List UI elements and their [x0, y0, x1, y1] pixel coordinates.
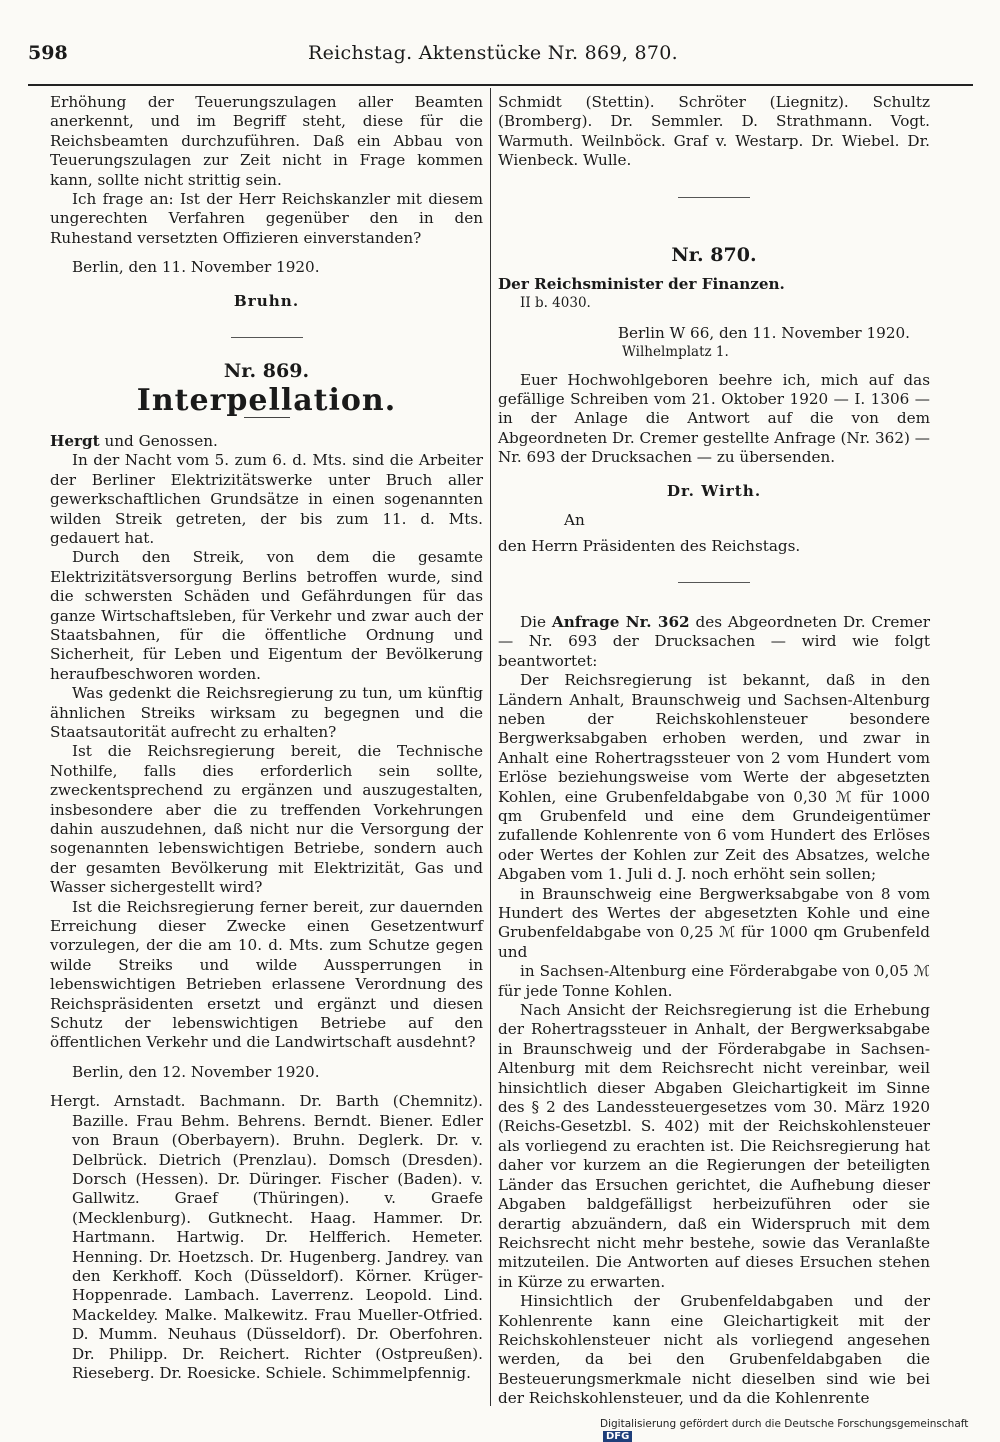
- address-to: An: [564, 511, 585, 530]
- place-date: Berlin W 66, den 11. November 1920.: [617, 323, 910, 342]
- ministry-heading: Der Reichsminister der Finanzen.: [498, 275, 785, 294]
- recipient: den Herrn Präsidenten des Reichstags.: [498, 536, 801, 555]
- signatories-list: [50, 1092, 483, 1383]
- inquiry-number: Anfrage Nr. 362: [551, 612, 690, 631]
- signature-title: Dr.: [666, 481, 702, 500]
- answer-paragraph: Nach Ansicht der Reichsregierung ist die Erhebung der Rohertragssteuer in Anhalt, der Bergwerksabgabe in Braunschweig und der Förderabgabe in Sachsen-Altenburg mit dem Reichsrecht nicht vereinbar, weil hinsichtlich dieser Abgaben Gleichartigkeit im Sinne des § 2 des Landessteuergesetzes vom 30. März 1920 (Reichs-Gesetzbl. S. 402) mit der Reichskohlensteuer als vorliegend zu erachten ist. Die Reichsregierung hat daher vor kurzem an die Regierungen der beteiligten Länder das Ersuchen gerichtet, die Aufhebung dieser Abgaben baldgefälligst herbeizuführen oder sie derartig abzuändern, daß ein Widerspruch mit dem Reichsrecht nicht mehr bestehe, sowie das Veranlaßte mitzuteilen. Die Antworten auf dieses Ersuchen stehen in Kürze zu erwarten.: [498, 1001, 930, 1291]
- dfg-logo: DFG: [603, 1431, 632, 1442]
- intro-paragraph: Erhöhung der Teuerungszulagen aller Beamten anerkennt, und im Begriff steht, diese für die Reichsbeamten durchzuführen. Daß ein Abbau von Teuerungszulagen zur Zeit nicht in Frage kommen kann, sollte nicht strittig sein.: [50, 93, 483, 189]
- author-name: Hergt: [50, 431, 100, 450]
- document-number: Nr. 870.: [671, 243, 757, 266]
- inquiry-pre: Die: [520, 612, 552, 631]
- answer-paragraph: in Braunschweig eine Bergwerksabgabe von 8 vom Hundert des Wertes der abgesetzten Kohle und eine Grubenfeldabgabe von 0,25 ℳ für 1000 qm Grubenfeld und: [498, 884, 930, 961]
- reference-number: II b. 4030.: [520, 295, 591, 312]
- authors-line: [50, 432, 483, 451]
- body-paragraph: Was gedenkt die Reichsregierung zu tun, um künftig ähnlichen Streiks wirksam zu begegnen und die Staatsautorität aufrecht zu erhalten?: [50, 684, 483, 741]
- question-paragraph: Ich frage an: Ist der Herr Reichskanzler mit diesem ungerechten Verfahren gegenüber den in den Ruhestand versetzten Offizieren einverstanden?: [50, 190, 483, 247]
- answer-paragraph: Hinsichtlich der Grubenfeldabgaben und der Kohlenrente kann eine Gleichartigkeit mit der Reichskohlensteuer nicht als vorliegend angesehen werden, da bei den Grubenfeldabgaben die Besteuerungsmerkmale nicht dieselben sind wie bei der Reichskohlensteuer, und da die Kohlenrente: [498, 1292, 930, 1408]
- body-paragraph: In der Nacht vom 5. zum 6. d. Mts. sind die Arbeiter der Berliner Elektrizitätswerke unter Bruch aller gewerkschaftlichen Grundsätze in einen sogenannten wilden Streik getreten, der bis zum 11. d. Mts. gedauert hat.: [50, 451, 483, 547]
- inquiry-rest: des Abgeordneten Dr. Cremer — Nr. 693 der Drucksachen — wird wie folgt beantwortet:: [498, 612, 930, 670]
- answer-paragraph: in Sachsen-Altenburg eine Förderabgabe von 0,05 ℳ für jede Tonne Kohlen.: [498, 962, 930, 1000]
- date-line: Berlin, den 11. November 1920.: [72, 258, 320, 277]
- signature-name: Wirth.: [701, 481, 762, 500]
- document-number: Nr. 869.: [223, 360, 310, 383]
- left-column: [50, 93, 483, 1383]
- digitization-credit: [600, 1418, 1000, 1442]
- separator: [231, 337, 303, 338]
- column-divider: [490, 88, 491, 1406]
- separator: [678, 197, 750, 198]
- cover-letter: Euer Hochwohlgeboren beehre ich, mich auf das gefällige Schreiben vom 21. Oktober 1920 — I. 1306 — in der Anlage die Antwort auf die von dem Abgeordneten Dr. Cremer gestellte Anfrage (Nr. 362) — Nr. 693 der Drucksachen — zu übersenden.: [498, 370, 930, 467]
- right-column: [498, 93, 930, 1409]
- credit-text: Digitalisierung gefördert durch die Deutsche Forschungsgemeinschaft: [600, 1418, 969, 1430]
- page-header: [28, 42, 973, 72]
- minister-signature: [498, 482, 930, 501]
- author-rest: und Genossen.: [99, 431, 218, 450]
- street-address: Wilhelmplatz 1.: [622, 344, 729, 361]
- signatories-continued: [498, 93, 930, 171]
- interpellation-title: Interpellation.: [136, 383, 397, 419]
- body-paragraph: Durch den Streik, von dem die gesamte Elektrizitätsversorgung Berlins betroffen wurde, sind die schwersten Schäden und Gefährdungen für das ganze Wirtschaftsleben, für Verkehr und zwar auch der Staatsbahnen, für die öffentliche Ordnung und Sicherheit, für Leben und Eigentum der Bevölkerung heraufbeschworen worden.: [50, 548, 483, 683]
- page-number: 598: [28, 42, 68, 64]
- date-line: Berlin, den 12. November 1920.: [72, 1062, 320, 1081]
- inquiry-intro: [498, 613, 930, 671]
- body-paragraph: Ist die Reichsregierung ferner bereit, zur dauernden Erreichung dieser Zwecke einen Gesetzentwurf vorzulegen, der die am 10. d. Mts. zum Schutze gegen wilde Streiks und wilde Aussperrungen in lebenswichtigen Betrieben erlassene Verordnung des Reichspräsidenten ersetzt und ergänzt und diesen Schutz der lebenswichtigen Betriebe auf den öffentlichen Verkehr und die Landwirtschaft ausdehnt?: [50, 897, 483, 1052]
- signatories-text: Schmidt (Stettin). Schröter (Liegnitz). Schultz (Bromberg). Dr. Semmler. D. Strathmann. Vogt. Warmuth. Weilnböck. Graf v. Westarp. Dr. Wiebel. Dr. Wienbeck. Wulle.: [498, 93, 930, 170]
- signatories-text: Hergt. Arnstadt. Bachmann. Dr. Barth (Chemnitz). Bazille. Frau Behm. Behrens. Berndt. Biener. Edler von Braun (Oberbayern). Bruhn. Deglerk. Dr. v. Delbrück. Dietrich (Prenzlau). Domsch (Dresden). Dorsch (Hessen). Dr. Düringer. Fischer (Baden). v. Gallwitz. Graef (Thüringen). v. Graefe (Mecklenburg). Gutknecht. Haag. Hammer. Dr. Hartmann. Hartwig. Dr. Helfferich. Hemeter. Henning. Dr. Hoetzsch. Dr. Hugenberg. Jandrey. van den Kerkhoff. Koch (Düsseldorf). Körner. Krüger-Hoppenrade. Lambach. Laverrenz. Leopold. Lind. Mackeldey. Malke. Malkewitz. Frau Mueller-Otfried. D. Mumm. Neuhaus (Düsseldorf). Dr. Oberfohren. Dr. Philipp. Dr. Reichert. Richter (Ostpreußen). Rieseberg. Dr. Roesicke. Schiele. Schimmelpfennig.: [50, 1092, 483, 1382]
- header-rule: [28, 84, 973, 86]
- running-title: Reichstag. Aktenstücke Nr. 869, 870.: [308, 42, 679, 64]
- separator: [678, 582, 750, 583]
- body-paragraph: Ist die Reichsregierung bereit, die Technische Nothilfe, falls dies erforderlich sein sollte, zweckentsprechend zu ergänzen und auszugestalten, insbesondere aber die zu treffenden Vorkehrungen dahin auszudehnen, daß nicht nur die Versorgung der sogenannten lebenswichtigen Betriebe, sondern auch der gesamten Bevölkerung mit Elektrizität, Gas und Wasser sichergestellt wird?: [50, 742, 483, 897]
- signature: Bruhn.: [233, 291, 300, 310]
- answer-paragraph: Der Reichsregierung ist bekannt, daß in den Ländern Anhalt, Braunschweig und Sachsen-Altenburg neben der Reichskohlensteuer besondere Bergwerksabgaben erhoben werden, und zwar in Anhalt eine Rohertragssteuer von 2 vom Hundert vom Erlöse beziehungsweise vom Werte der abgesetzten Kohlen, eine Grubenfeldabgabe von 0,30 ℳ für 1000 qm Grubenfeld und eine dem Grundeigentümer zufallende Kohlenrente von 6 vom Hundert des Erlöses oder Wertes der Kohlen zur Zeit des Absatzes, welche Abgaben vom 1. Juli d. J. noch erhöht sein sollen;: [498, 671, 930, 884]
